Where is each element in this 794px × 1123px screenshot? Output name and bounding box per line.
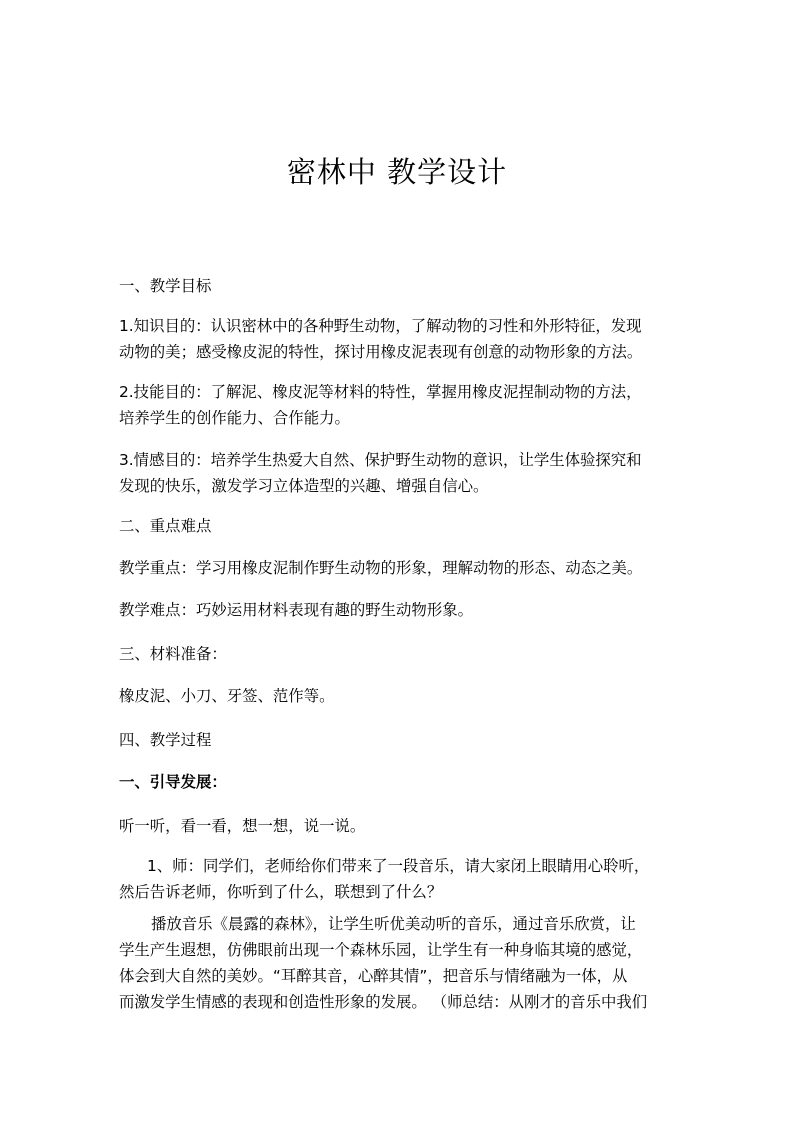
materials-heading: 三、材料准备：: [119, 645, 227, 663]
materials-list: 橡皮泥、小刀、牙签、范作等。: [119, 687, 335, 705]
paragraph-line: 2.技能目的：了解泥、橡皮泥等材料的特性，掌握用橡皮泥捏制动物的方法，: [119, 383, 642, 401]
teaching-keypoint: 教学重点：学习用橡皮泥制作野生动物的形象，理解动物的形态、动态之美。: [119, 559, 643, 577]
step1-intro: 听一听，看一看，想一想，说一说。: [119, 817, 366, 835]
step1-heading: 一、引导发展：: [119, 773, 227, 791]
paragraph-line: 培养学生的创作能力、合作能力。: [119, 409, 350, 427]
keypoints-heading: 二、重点难点: [119, 517, 212, 535]
paragraph-line: 1、师：同学们，老师给你们带来了一段音乐，请大家闭上眼睛用心聆听，: [147, 857, 650, 875]
paragraph-line: 动物的美；感受橡皮泥的特性，探讨用橡皮泥表现有创意的动物形象的方法。: [119, 343, 643, 361]
paragraph-line: 而激发学生情感的表现和创造性形象的发展。 （师总结：从刚才的音乐中我们: [119, 993, 648, 1011]
objective-knowledge: [119, 313, 679, 365]
paragraph-line: 然后告诉老师，你听到了什么，联想到了什么？: [119, 883, 443, 901]
paragraph-line: 体会到大自然的美妙。“耳醉其音，心醉其情”，把音乐与情绪融为一体，从: [119, 967, 628, 985]
objective-emotion: [119, 447, 679, 499]
step1-item1: [119, 853, 679, 905]
paragraph-line: 3.情感目的：培养学生热爱大自然、保护野生动物的意识，让学生体验探究和: [119, 451, 642, 469]
paragraph-line: 学生产生遐想，仿佛眼前出现一个森林乐园，让学生有一种身临其境的感觉，: [119, 941, 643, 959]
paragraph-line: 1.知识目的：认识密林中的各种野生动物，了解动物的习性和外形特征，发现: [119, 317, 642, 335]
process-heading: 四、教学过程: [119, 731, 212, 749]
objective-skill: [119, 379, 679, 431]
objectives-heading: 一、教学目标: [119, 277, 212, 295]
teaching-difficulty: 教学难点：巧妙运用材料表现有趣的野生动物形象。: [119, 601, 473, 619]
document-title: 密林中 教学设计: [286, 155, 508, 189]
paragraph-line: 播放音乐《晨露的森林》，让学生听优美动听的音乐，通过音乐欣赏，让: [151, 915, 636, 933]
step1-item2: [119, 911, 679, 1015]
paragraph-line: 发现的快乐，激发学习立体造型的兴趣、增强自信心。: [119, 477, 489, 495]
